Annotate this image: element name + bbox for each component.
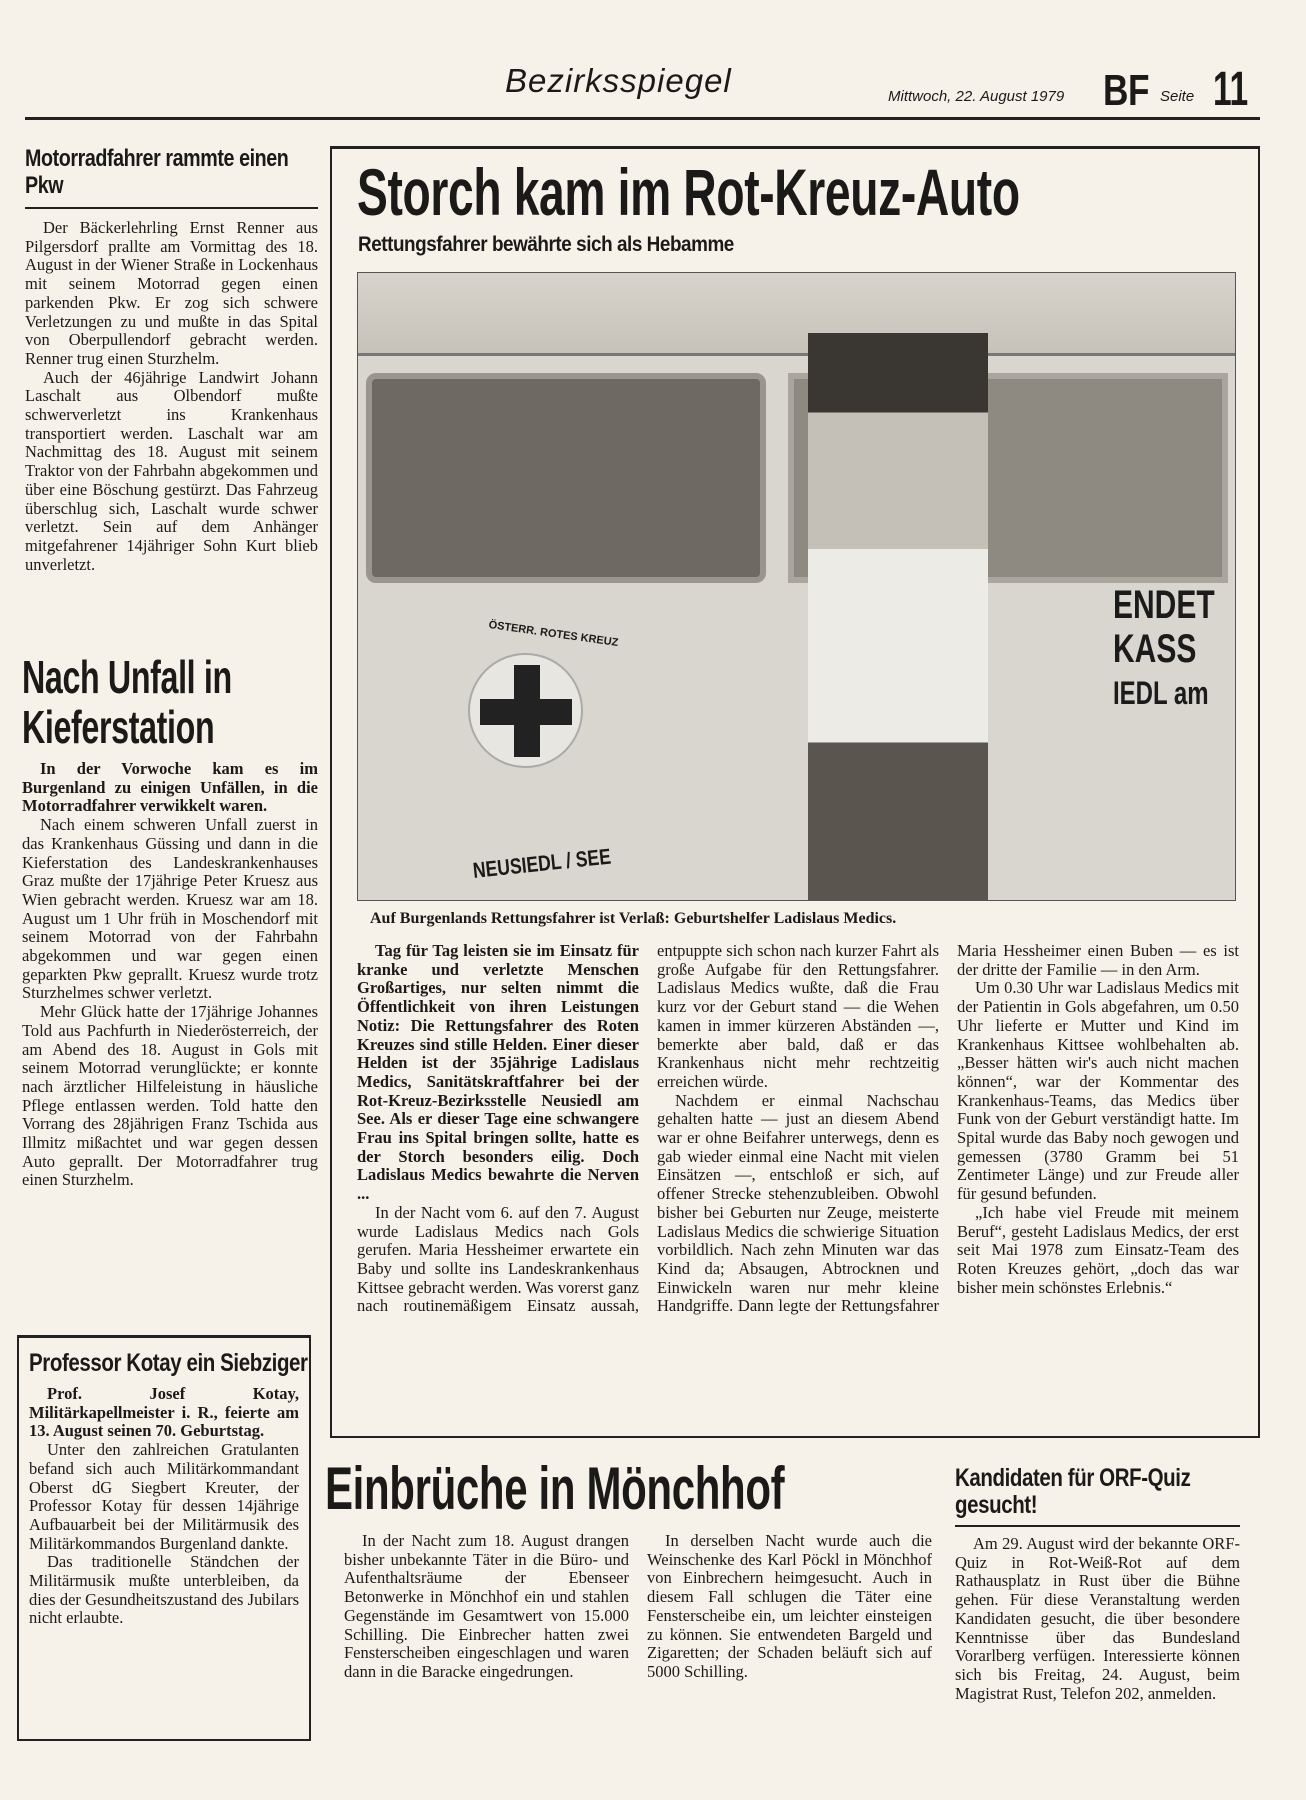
headline: Motorradfahrer rammte einen Pkw <box>25 145 289 199</box>
divider <box>25 207 318 209</box>
paragraph: Am 29. August wird der bekannte ORF-Quiz in Rot-Weiß-Rot auf dem Rathausplatz in Rust über die Bühne gehen. Für diese Veranstaltung werden Kandidaten gesucht, die über besondere Kenntnisse über das Bundesland Vorarlberg verfügen. Interessierte können sich bis Freitag, 24. August, beim Magistrat Rust, Telefon 202, anmelden. <box>955 1534 1240 1703</box>
burglary-headline: Einbrüche in Mönchhof <box>325 1455 785 1522</box>
issue-date: Mittwoch, 22. August 1979 <box>888 88 1065 105</box>
newspaper-logo: BF <box>1103 66 1150 115</box>
paragraph: Auch der 46jährige Landwirt Johann Laschalt aus Olbendorf mußte schwerverletzt ins Krankenhaus transportiert werden. Laschalt war am Nachmittag des 18. August mit seinem Traktor von der Fahrbahn abgekommen und über eine Böschung gestürzt. Das Fahrzeug überschlug sich, Laschalt wurde schwer verletzt. Sein auf dem Anhänger mitgefahrener 14jähriger Sohn Kurt blieb unverletzt. <box>25 367 318 574</box>
van-town-text: NEUSIEDL / SEE <box>471 843 613 883</box>
paragraph: Um 0.30 Uhr war Ladislaus Medics mit der Patientin in Gols abgefahren, um 0.50 Uhr lieferte er Mutter und Kind im Krankenhaus Kittsee wohlbehalten ab. „Besser hätten wir's auch nicht machen können“, war der Kommentar des Krankenhaus-Teams, das Medics über Funk von der Geburt verständigt hatte. Im Spital wurde das Baby noch gewogen und gemessen (3780 Gramm bei 51 Zentimeter Länge) und zur Freude aller für gesund befunden. <box>957 978 1239 1204</box>
lead-paragraph: Prof. Josef Kotay, Militärkapellmeister i. R., feierte am 13. August seinen 70. Geburtstag. <box>29 1384 299 1441</box>
paragraph: Mehr Glück hatte der 17jährige Johannes Told aus Pachfurth in Niederösterreich, der am Abend des 18. August in Gols mit seinem Motorrad verunglückte; er konnte nach ärztlicher Hilfeleistung in häusliche Pflege entlassen werden. Told hatte den Vorrang des 28jährigen Franz Tschida aus Illmitz mißachtet und war gegen dessen Auto geprallt. Der Motorradfahrer trug einen Sturzhelm. <box>22 1002 318 1190</box>
headline: Professor Kotay ein Siebziger <box>29 1349 308 1377</box>
burglary-body <box>344 1532 932 1747</box>
van-window <box>366 373 766 583</box>
paragraph: In der Nacht zum 18. August drangen bisher unbekannte Täter in die Büro- und Aufenthaltsräume der Ebenseer Betonwerke in Mönchhof ein und stahlen Gegenstände im Gesamtwert von 15.000 Schilling. Die Einbrecher hatten zwei Fensterscheiben eingeschlagen und waren dann in die Baracke eingedrungen. <box>344 1531 629 1681</box>
article-photo <box>357 272 1236 901</box>
lead-paragraph: In der Vorwoche kam es im Burgenland zu einigen Unfällen, in die Motorradfahrer verwikkelt waren. <box>22 759 318 816</box>
article-kotay-box <box>17 1335 311 1741</box>
main-subheadline: Rettungsfahrer bewährte sich als Hebamme <box>358 233 734 256</box>
main-headline: Storch kam im Rot-Kreuz-Auto <box>357 155 1020 229</box>
van-sign-line: KASS <box>1113 627 1197 671</box>
photo-caption: Auf Burgenlands Rettungsfahrer ist Verlaß: Geburtshelfer Ladislaus Medics. <box>370 910 897 927</box>
van-sign-line: ENDET <box>1113 583 1215 627</box>
paragraph: „Ich habe viel Freude mit meinem Beruf“, gesteht Ladislaus Medics, der erst seit Mai 1978 zum Einsatz-Team des Roten Kreuzes gehört, „doch das war bisher mein schönstes Erlebnis.“ <box>957 1202 1239 1297</box>
divider <box>955 1525 1240 1527</box>
paragraph: In derselben Nacht wurde auch die Weinschenke des Karl Pöckl in Mönchhof von Einbrechern heimgesucht. Auch in diesem Fall schlugen die Täter eine Fensterscheibe ein, um leichter einsteigen zu können. Sie entwendeten Bargeld und Zigaretten; der Schaden beläuft sich auf 5000 Schilling. <box>647 1531 932 1681</box>
paragraph: Nach einem schweren Unfall zuerst in das Krankenhaus Güssing und dann in die Kieferstation des Landeskrankenhauses Graz mußte der 17jährige Peter Kruesz aus Wien gebracht werden. Kruesz war am 18. August um 1 Uhr früh in Moschendorf mit seinem Motorrad von der Fahrbahn abgekommen und war gegen einen geparkten Pkw geprallt. Kruesz wurde trotz Sturzhelmes schwer verletzt. <box>22 815 318 1003</box>
headline: Kandidaten für ORF-Quiz gesucht! <box>955 1464 1191 1519</box>
paragraph: Das traditionelle Ständchen der Militärmusik mußte unterbleiben, da dies der Gesundheitszustand des Jubilars nicht erlaubte. <box>29 1552 299 1628</box>
paragraph: In der Nacht vom 6. auf den 7. August wurde Ladislaus Medics nach Gols gerufen. Maria Hessheimer erwartete ein Baby und sollte ins Landeskrankenhaus Kittsee gebracht werden. Was vorerst ganz nach routinemäßigem Einsatz aussah, entpuppte sich schon nach kurzer Fahrt als große Aufgabe für den Rettungsfahrer. Ladislaus Medics wußte, daß die Frau kurz vor der Geburt stand — die Wehen kamen in immer kürzeren Abständen —, bemerkte aber bald, daß er das Krankenhaus nicht mehr rechtzeitig erreichen würde. <box>357 941 939 1316</box>
paragraph: Der Bäckerlehrling Ernst Renner aus Pilgersdorf prallte am Vormittag des 18. August in der Wiener Straße in Lockenhaus mit seinem Motorrad gegen einen parkenden Pkw. Er zog sich schwere Verletzungen zu und mußte in das Spital von Oberpullendorf gebracht werden. Renner trug einen Sturzhelm. <box>25 218 318 368</box>
van-sign-line: IEDL am <box>1113 675 1209 711</box>
headline: Nach Unfall in Kieferstation <box>22 651 232 753</box>
header-rule <box>25 117 1260 120</box>
paragraph: Unter den zahlreichen Gratulanten befand sich auch Militärkommandant Oberst dG Siegbert Kreuter, der Professor Kotay für dessen 14jährige Aufbauarbeit bei der Militärmusik des Militärkommandos Burgenland dankte. <box>29 1440 299 1553</box>
page-label: Seite <box>1160 88 1195 105</box>
emblem-text: ÖSTERR. ROTES KREUZ <box>487 618 619 650</box>
article-orf-quiz <box>955 1465 1240 1703</box>
article-motorradfahrer <box>25 145 318 574</box>
article-kieferstation <box>22 652 318 1190</box>
red-cross-emblem <box>468 653 583 768</box>
section-title: Bezirksspiegel <box>505 62 732 99</box>
van-sign <box>1113 583 1215 715</box>
page-number: 11 <box>1213 63 1248 116</box>
main-article-body <box>357 942 1239 1427</box>
person-rescue-driver <box>808 333 988 901</box>
lead-paragraph: Tag für Tag leisten sie im Einsatz für kranke und verletzte Menschen Großartiges, nur selten nimmt die Öffentlichkeit von ihren Leistungen Notiz: Die Rettungsfahrer des Roten Kreuzes sind stille Helden. Einer dieser Helden ist der 35jährige Ladislaus Medics, Sanitätskraftfahrer bei der Rot-Kreuz-Bezirksstelle Neusiedl am See. Als er dieser Tage eine schwangere Frau ins Spital bringen sollte, hatte es der Storch besonders eilig. Doch Ladislaus Medics bewahrte die Nerven ... <box>357 941 639 1204</box>
paragraph: Nachdem er einmal Nachschau gehalten hatte — just an diesem Abend war er ohne Beifahrer unterwegs, denn es gab wieder einmal eine Nacht mit vielen Einsätzen —, entschloß er sich, auf offener Strecke stehenzubleiben. Obwohl bisher bei Geburten nur Zeuge, meisterte Ladislaus Medics die schwierige Situation vorbildlich. Nach zehn Minuten war das Kind da; Absaugen, Abtrocknen und Einwickeln waren nur mehr kleine Handgriffe. Dann legte der Rettungsfahrer Maria Hessheimer einen Buben — es ist der dritte der Familie — in den Arm. <box>657 941 1239 1316</box>
